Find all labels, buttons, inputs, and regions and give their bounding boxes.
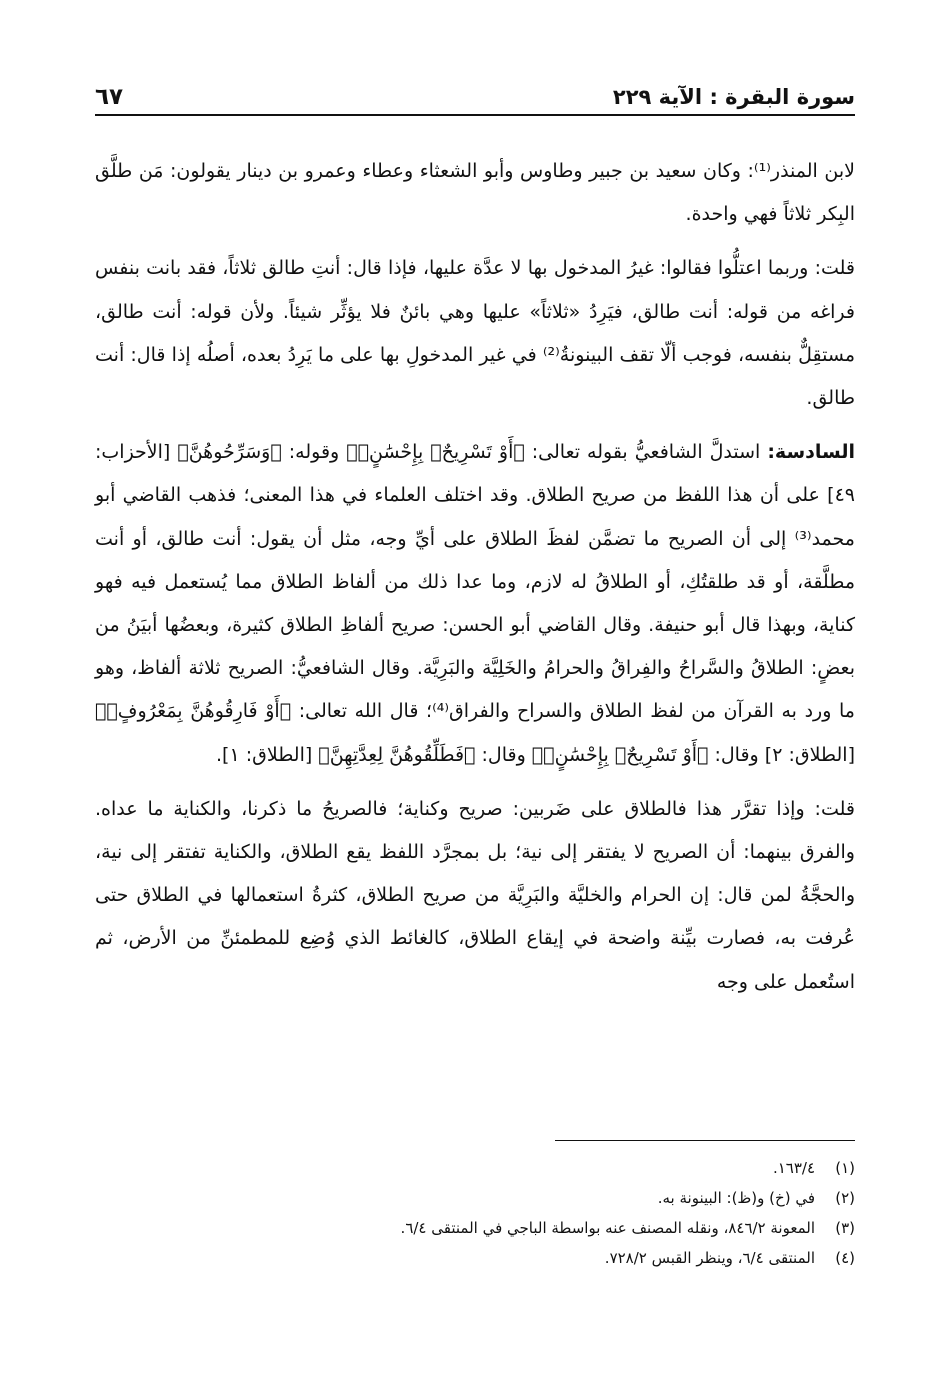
footnote-rule — [555, 1140, 855, 1141]
paragraph-text: قلت: وربما اعتلُّوا فقالوا: غيرُ المدخول بها لا عدَّة عليها، فإذا قال: أنتِ طالق ثلاثاً، فقد بانت بنفس فراغه من قوله: أنت طالق، فيَرِدُ «ثلاثاً» عليها وهي بائنٌ فلا يؤثِّر شيئاً. ولأن قوله: أنت طالق، مستقِلٌّ بنفسه، فوجب ألّا تقف البينونةُ⁽²⁾ في غير المدخولِ بها على ما يَرِدُ بعده، أصلُه إذا قال: أنت طالق. — [95, 257, 855, 410]
footnotes — [95, 1153, 855, 1273]
footnote — [95, 1243, 855, 1273]
paragraph — [95, 150, 855, 236]
footnote-text: المنتقى ٦/٤، وينظر القبس ٧٢٨/٢. — [604, 1249, 815, 1267]
footnote — [95, 1183, 855, 1213]
footnote-number: (٤) — [835, 1249, 855, 1267]
paragraph-text: قلت: وإذا تقرَّر هذا فالطلاق على ضَربين: صريح وكناية؛ فالصريحُ ما ذكرنا، والكناية ما عداه. والفرق بينهما: أن الصريح لا يفتقر إلى نية؛ بل بمجرَّد اللفظ يقع الطلاق، والكناية تفتقر إلى نية، والحجَّةُ لمن قال: إن الحرام والخليَّة والبَرِيَّة من صريح الطلاق، كثرةُ استعمالها في الطلاق حتى عُرفت به، فصارت بيِّنة واضحة في إيقاع الطلاق، كالغائط الذي وُضِع للمطمئنِّ من الأرض، ثم استُعمل على وجه — [95, 797, 855, 993]
footnote-number: (١) — [835, 1159, 855, 1177]
footnote — [95, 1213, 855, 1243]
running-head — [95, 72, 855, 112]
footnote-text: المعونة ٨٤٦/٢، ونقله المصنف عنه بواسطة الباجي في المنتقى ٦/٤. — [400, 1219, 815, 1237]
running-head-title: سورة البقرة : الآية ٢٢٩ — [612, 85, 855, 109]
paragraph — [95, 431, 855, 777]
footnote-number: (٢) — [835, 1189, 855, 1207]
paragraph — [95, 247, 855, 420]
header-rule — [95, 114, 855, 116]
section-lead: السادسة: — [767, 441, 855, 464]
page-number: ٦٧ — [95, 84, 124, 110]
main-text — [95, 150, 855, 1004]
footnote-text: ١٦٣/٤. — [772, 1159, 815, 1177]
paragraph-text: لابن المنذر⁽¹⁾: وكان سعيد بن جبير وطاوس وأبو الشعثاء وعطاء وعمرو بن دينار يقولون: مَن طلَّق البِكر ثلاثاً فهي واحدة. — [95, 160, 855, 226]
footnote-number: (٣) — [835, 1219, 855, 1237]
footnote — [95, 1153, 855, 1183]
paragraph-text: استدلَّ الشافعيُّ بقوله تعالى: ﴿أَوْ تَسْرِيحٌۢ بِإِحْسَٰنٍۢ﴾ وقوله: ﴿وَسَرِّحُوهُنَّ﴾ [الأحزاب: ٤٩] على أن هذا اللفظ من صريح الطلاق. وقد اختلف العلماء في هذا المعنى؛ فذهب القاضي أبو محمد⁽³⁾ إلى أن الصريح ما تضمَّن لفظَ الطلاق على أيِّ وجه، مثل أن يقول: أنت طالق، أو أنت مطلَّقة، أو قد طلقتُكِ، أو الطلاقُ له لازم، وما عدا ذلك من ألفاظ الطلاق مما يُستعمل فيه فهو كناية، وبهذا قال أبو حنيفة. وقال القاضي أبو الحسن: صريح ألفاظِ الطلاق كثيرة، وبعضُها أبيَنُ من بعضٍ: الطلاقُ والسَّراحُ والفِراقُ والحرامُ والخَلِيَّة والبَرِيَّة. وقال الشافعيُّ: الصريح ثلاثة ألفاظ، وهو ما ورد به القرآن من لفظ الطلاق والسراح والفراق⁽⁴⁾؛ قال الله تعالى: ﴿أَوْ فَارِقُوهُنَّ بِمَعْرُوفٍۢ﴾ [الطلاق: ٢] وقال: ﴿أَوْ تَسْرِيحٌۢ بِإِحْسَٰنٍۢ﴾ وقال: ﴿فَطَلِّقُوهُنَّ لِعِدَّتِهِنَّ﴾ [الطلاق: ١]. — [95, 441, 855, 766]
footnote-text: في (خ) و(ظ): البينونة به. — [657, 1189, 815, 1207]
paragraph — [95, 788, 855, 1004]
